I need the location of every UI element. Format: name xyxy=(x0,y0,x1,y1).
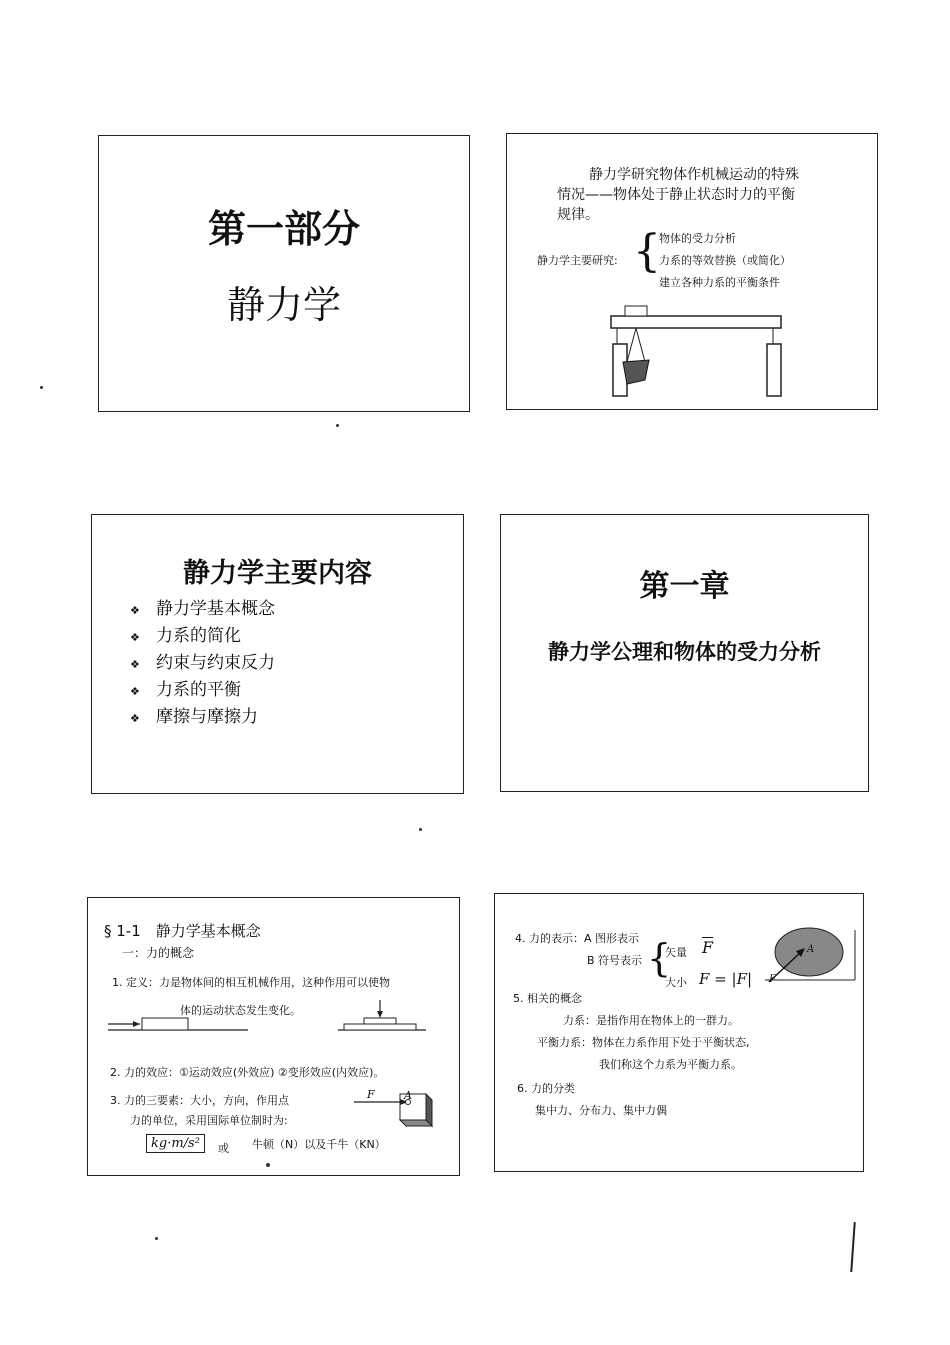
scan-speck xyxy=(419,828,422,831)
scan-speck xyxy=(266,1163,270,1167)
force-system-definition: 力系：是指作用在物体上的一群力。 xyxy=(563,1014,739,1027)
slide3-title: 静力学主要内容 xyxy=(183,558,372,589)
slide-basic-concepts xyxy=(87,897,460,1176)
topic-2: 力系的等效替换（或简化） xyxy=(659,254,791,267)
list-item: ❖ 力系的平衡 xyxy=(130,677,275,704)
research-label: 静力学主要研究: xyxy=(537,254,618,267)
force-examples-illustration xyxy=(108,998,428,1034)
diamond-bullet-icon: ❖ xyxy=(130,631,140,644)
block-force-illustration xyxy=(350,1086,440,1136)
list-item: ❖ 摩擦与摩擦力 xyxy=(130,704,275,731)
magnitude-label: 大小 xyxy=(665,976,687,989)
unit-or: 或 xyxy=(218,1142,229,1155)
slide-main-contents xyxy=(91,514,464,794)
slide-part-one xyxy=(98,135,470,412)
symbol-representation: B 符号表示 xyxy=(587,954,643,967)
diamond-bullet-icon: ❖ xyxy=(130,685,140,698)
chapter-number: 第一章 xyxy=(639,569,730,604)
definition-line-2: 体的运动状态发生变化。 xyxy=(180,1004,301,1017)
gantry-crane-illustration xyxy=(597,302,797,402)
slide1-subtitle: 静力学 xyxy=(226,283,341,327)
intro-line-2: 情况——物体处于静止状态时力的平衡 xyxy=(557,187,795,203)
vector-label: 矢量 xyxy=(665,946,687,959)
slide-force-representation xyxy=(494,893,864,1172)
intro-line-3: 规律。 xyxy=(557,207,599,223)
diamond-bullet-icon: ❖ xyxy=(130,712,140,725)
equilibrium-line-2: 我们称这个力系为平衡力系。 xyxy=(599,1058,742,1071)
figure-label-f: F xyxy=(367,1088,375,1101)
subsection-heading: 一：力的概念 xyxy=(122,946,195,960)
intro-line-1: 静力学研究物体作机械运动的特殊 xyxy=(589,167,799,183)
unit-formula: kg·m/s² xyxy=(146,1134,205,1153)
scan-speck xyxy=(336,424,339,427)
three-elements-line: 3. 力的三要素：大小，方向，作用点 xyxy=(110,1094,289,1107)
topic-3: 建立各种力系的平衡条件 xyxy=(659,276,780,289)
unit-alternative: 牛顿（N）以及千牛（KN） xyxy=(252,1138,386,1151)
scan-speck xyxy=(40,386,43,389)
magnitude-formula: F = |F| xyxy=(699,970,753,988)
scan-speck xyxy=(155,1237,158,1240)
classification-items: 集中力、分布力、集中力偶 xyxy=(535,1104,667,1117)
definition-line-1: 1. 定义：力是物体间的相互机械作用，这种作用可以使物 xyxy=(112,976,390,989)
chapter-title: 静力学公理和物体的受力分析 xyxy=(548,639,821,664)
scan-mark xyxy=(850,1222,855,1272)
section-heading: § 1-1 静力学基本概念 xyxy=(104,922,261,940)
classification-title: 6. 力的分类 xyxy=(517,1082,575,1095)
force-effects: 2. 力的效应：①运动效应(外效应) ②变形效应(内效应)。 xyxy=(110,1066,385,1079)
figure-label-a: A xyxy=(807,944,815,955)
figure-label-a: A xyxy=(404,1089,412,1102)
representation-label: 4. 力的表示：A 图形表示 xyxy=(515,932,640,945)
vector-symbol: $\overline{F}$ xyxy=(702,938,714,957)
related-concepts-title: 5. 相关的概念 xyxy=(513,992,582,1005)
unit-intro-line: 力的单位，采用国际单位制时为: xyxy=(130,1114,288,1127)
figure-label-f: F xyxy=(769,974,776,985)
topic-1: 物体的受力分析 xyxy=(659,232,736,245)
list-item: ❖ 约束与约束反力 xyxy=(130,650,275,677)
equilibrium-line-1: 平衡力系：物体在力系作用下处于平衡状态, xyxy=(537,1036,750,1049)
diamond-bullet-icon: ❖ xyxy=(130,604,140,617)
brace-icon: { xyxy=(647,936,672,980)
ellipse-force-illustration xyxy=(765,924,861,992)
diamond-bullet-icon: ❖ xyxy=(130,658,140,671)
slide1-title: 第一部分 xyxy=(207,206,360,251)
contents-list xyxy=(130,596,275,731)
list-item: ❖ 力系的简化 xyxy=(130,623,275,650)
slide-chapter-one xyxy=(500,514,869,792)
list-item: ❖ 静力学基本概念 xyxy=(130,596,275,623)
brace-icon: { xyxy=(633,226,661,277)
slide-statics-intro xyxy=(506,133,878,410)
